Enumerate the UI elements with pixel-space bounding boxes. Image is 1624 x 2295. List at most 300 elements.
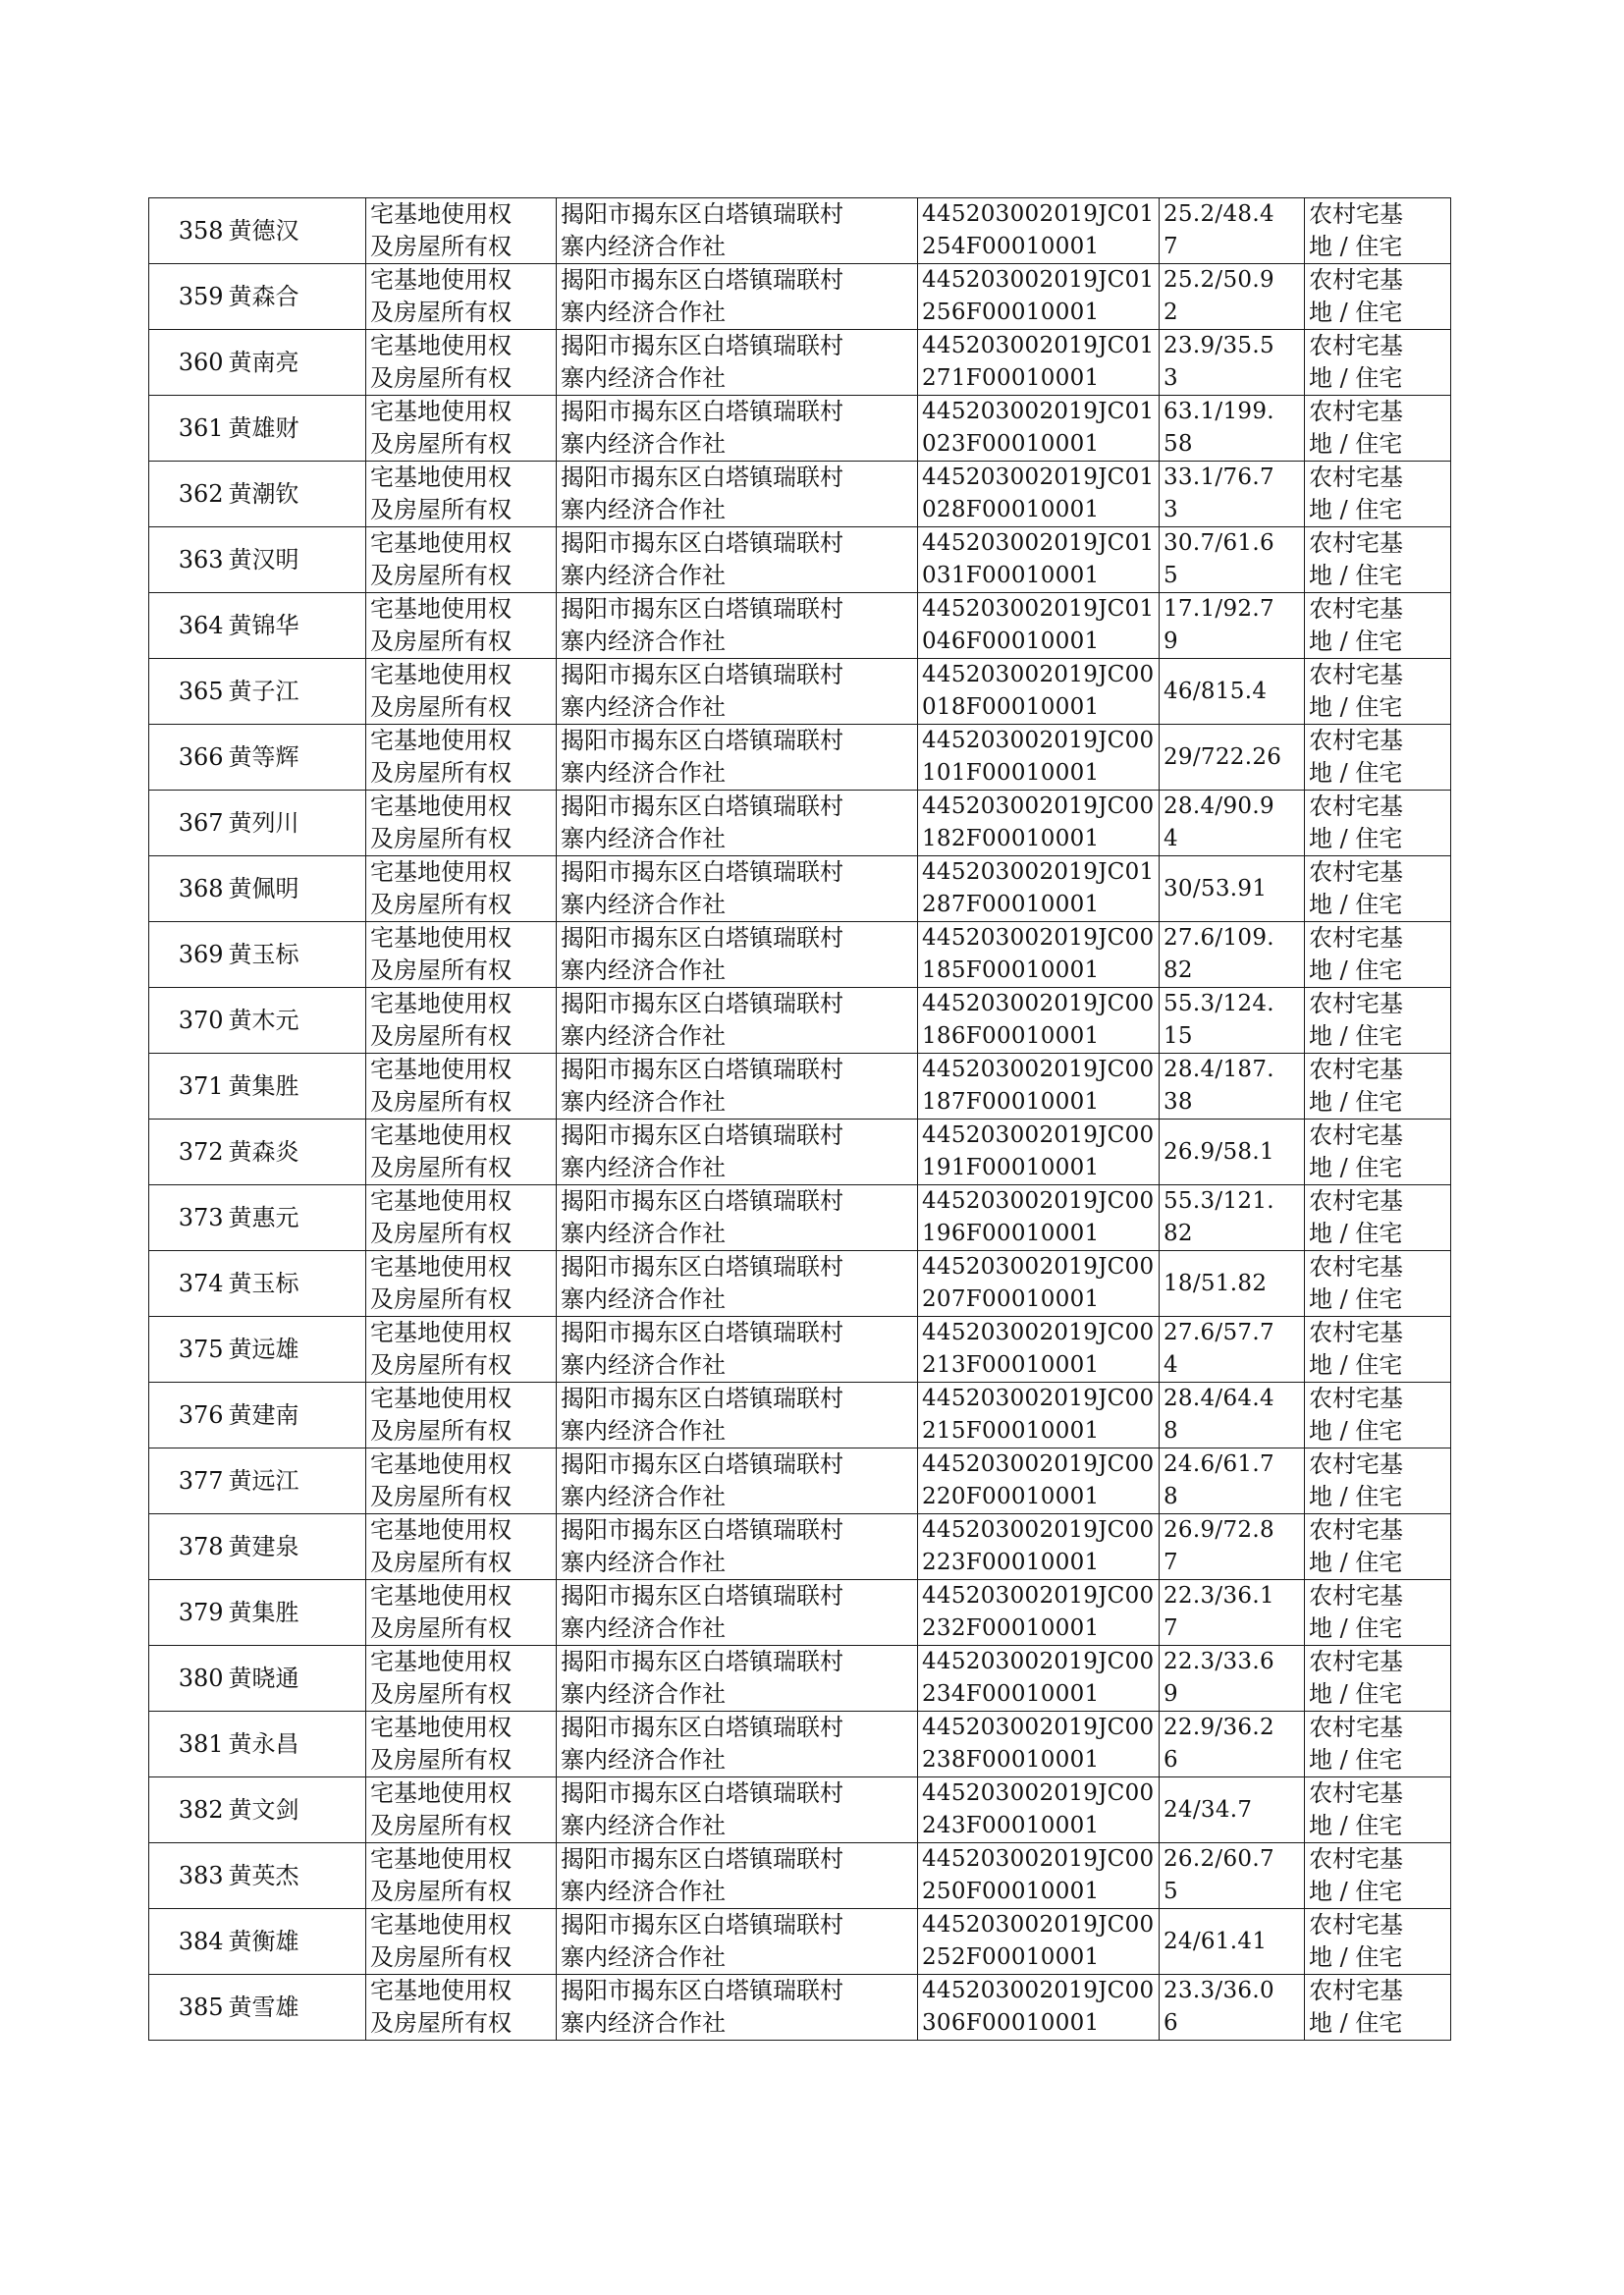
cell-holder-name: 黄英杰 <box>227 1843 366 1909</box>
cell-holder-name: 黄建泉 <box>227 1514 366 1580</box>
cell-land-use <box>1305 988 1451 1054</box>
cell-land-owner <box>557 1383 918 1448</box>
cell-holder-name: 黄森炎 <box>227 1120 366 1185</box>
cell-sequence-number: 381 <box>149 1712 227 1777</box>
cell-area-line: 18/51.82 <box>1164 1270 1268 1296</box>
cell-unit-code-line: 445203002019JC00 <box>922 728 1155 753</box>
cell-right-type-line: 宅基地使用权 <box>370 727 512 754</box>
cell-unit-code-line: 023F00010001 <box>922 431 1100 457</box>
cell-area-line: 9 <box>1164 1681 1178 1707</box>
cell-unit-code-line: 018F00010001 <box>922 694 1100 720</box>
cell-land-use-line: 农村宅基 <box>1309 266 1403 294</box>
cell-land-owner <box>557 593 918 659</box>
cell-unit-code <box>918 1514 1160 1580</box>
cell-unit-code-line: 046F00010001 <box>922 628 1100 654</box>
cell-land-use <box>1305 856 1451 922</box>
cell-holder-name: 黄集胜 <box>227 1580 366 1646</box>
cell-area-line: 6 <box>1164 1747 1178 1773</box>
cell-land-use-line: 农村宅基 <box>1309 200 1403 228</box>
cell-area <box>1160 264 1305 330</box>
cell-land-use <box>1305 1317 1451 1383</box>
cell-land-use-line: 地 / 住宅 <box>1309 1022 1403 1050</box>
cell-area <box>1160 725 1305 791</box>
cell-sequence-number: 358 <box>149 198 227 264</box>
cell-holder-name: 黄汉明 <box>227 527 366 593</box>
cell-right-type <box>366 1712 557 1777</box>
cell-holder-name: 黄佩明 <box>227 856 366 922</box>
cell-unit-code <box>918 1909 1160 1975</box>
cell-right-type-line: 及房屋所有权 <box>370 1746 512 1774</box>
cell-area-line: 22.3/36.1 <box>1164 1583 1274 1609</box>
cell-land-owner <box>557 791 918 856</box>
cell-land-use-line: 农村宅基 <box>1309 595 1403 623</box>
cell-holder-name: 黄锦华 <box>227 593 366 659</box>
cell-area-line: 46/815.4 <box>1164 678 1268 704</box>
cell-land-use-line: 农村宅基 <box>1309 727 1403 754</box>
cell-unit-code-line: 445203002019JC01 <box>922 596 1155 622</box>
cell-land-owner-line: 揭阳市揭东区白塔镇瑞联村 <box>561 661 843 688</box>
cell-unit-code-line: 191F00010001 <box>922 1155 1100 1180</box>
cell-unit-code <box>918 1448 1160 1514</box>
cell-right-type-line: 宅基地使用权 <box>370 1582 512 1610</box>
cell-unit-code <box>918 1185 1160 1251</box>
cell-land-owner <box>557 396 918 462</box>
cell-right-type-line: 宅基地使用权 <box>370 464 512 491</box>
cell-land-use-line: 农村宅基 <box>1309 1121 1403 1149</box>
cell-unit-code <box>918 593 1160 659</box>
cell-area <box>1160 791 1305 856</box>
cell-area <box>1160 1580 1305 1646</box>
cell-right-type-line: 及房屋所有权 <box>370 1483 512 1510</box>
cell-right-type-line: 及房屋所有权 <box>370 299 512 326</box>
cell-sequence-number: 380 <box>149 1646 227 1712</box>
cell-unit-code-line: 445203002019JC00 <box>922 1846 1155 1872</box>
cell-right-type-line: 及房屋所有权 <box>370 1614 512 1642</box>
cell-right-type-line: 宅基地使用权 <box>370 1121 512 1149</box>
cell-area-line: 58 <box>1164 431 1193 457</box>
cell-land-use-line: 农村宅基 <box>1309 1714 1403 1741</box>
cell-area-line: 28.4/90.9 <box>1164 793 1274 819</box>
cell-area-line: 4 <box>1164 826 1178 851</box>
cell-right-type-line: 宅基地使用权 <box>370 1779 512 1807</box>
cell-land-use-line: 农村宅基 <box>1309 1450 1403 1478</box>
table-row <box>149 1843 1451 1909</box>
cell-holder-name: 黄潮钦 <box>227 462 366 527</box>
cell-holder-name: 黄等辉 <box>227 725 366 791</box>
cell-land-use-line: 农村宅基 <box>1309 1648 1403 1675</box>
cell-unit-code <box>918 791 1160 856</box>
cell-land-use <box>1305 725 1451 791</box>
cell-land-use-line: 农村宅基 <box>1309 1582 1403 1610</box>
cell-land-use-line: 地 / 住宅 <box>1309 825 1403 852</box>
cell-land-use-line: 农村宅基 <box>1309 1845 1403 1873</box>
cell-land-owner <box>557 1185 918 1251</box>
cell-area-line: 3 <box>1164 497 1178 522</box>
cell-area-line: 8 <box>1164 1484 1178 1509</box>
table-row <box>149 856 1451 922</box>
cell-land-use-line: 地 / 住宅 <box>1309 693 1403 721</box>
cell-unit-code-line: 271F00010001 <box>922 365 1100 391</box>
cell-land-use-line: 地 / 住宅 <box>1309 496 1403 523</box>
cell-right-type <box>366 1975 557 2041</box>
cell-area-line: 4 <box>1164 1352 1178 1378</box>
cell-holder-name: 黄玉标 <box>227 1251 366 1317</box>
cell-land-owner-line: 揭阳市揭东区白塔镇瑞联村 <box>561 1450 843 1478</box>
cell-land-use <box>1305 330 1451 396</box>
cell-right-type-line: 宅基地使用权 <box>370 1319 512 1346</box>
cell-area <box>1160 198 1305 264</box>
cell-land-owner-line: 寨内经济合作社 <box>561 496 726 523</box>
cell-land-owner-line: 揭阳市揭东区白塔镇瑞联村 <box>561 464 843 491</box>
cell-unit-code-line: 182F00010001 <box>922 826 1100 851</box>
cell-right-type-line: 宅基地使用权 <box>370 266 512 294</box>
cell-unit-code-line: 445203002019JC01 <box>922 859 1155 885</box>
cell-area-line: 28.4/64.4 <box>1164 1386 1274 1411</box>
cell-unit-code-line: 445203002019JC00 <box>922 1451 1155 1477</box>
cell-land-use-line: 农村宅基 <box>1309 529 1403 557</box>
cell-sequence-number: 373 <box>149 1185 227 1251</box>
cell-land-use-line: 地 / 住宅 <box>1309 1351 1403 1379</box>
cell-unit-code <box>918 1777 1160 1843</box>
cell-land-owner-line: 寨内经济合作社 <box>561 1285 726 1313</box>
cell-land-owner <box>557 1777 918 1843</box>
cell-area <box>1160 1646 1305 1712</box>
cell-land-owner-line: 寨内经济合作社 <box>561 956 726 984</box>
cell-unit-code-line: 223F00010001 <box>922 1550 1100 1575</box>
table-row <box>149 922 1451 988</box>
cell-land-owner-line: 揭阳市揭东区白塔镇瑞联村 <box>561 1911 843 1939</box>
cell-land-use-line: 农村宅基 <box>1309 464 1403 491</box>
cell-land-owner-line: 寨内经济合作社 <box>561 1878 726 1905</box>
cell-area <box>1160 1448 1305 1514</box>
table-row <box>149 1317 1451 1383</box>
cell-right-type <box>366 1514 557 1580</box>
cell-right-type-line: 宅基地使用权 <box>370 1845 512 1873</box>
cell-land-use-line: 地 / 住宅 <box>1309 1154 1403 1181</box>
cell-area-line: 30.7/61.6 <box>1164 530 1274 556</box>
cell-unit-code-line: 445203002019JC00 <box>922 1320 1155 1345</box>
cell-area-line: 25.2/48.4 <box>1164 201 1274 227</box>
cell-land-use-line: 地 / 住宅 <box>1309 1483 1403 1510</box>
cell-unit-code-line: 445203002019JC00 <box>922 1057 1155 1082</box>
cell-area-line: 55.3/121. <box>1164 1188 1274 1214</box>
cell-right-type-line: 宅基地使用权 <box>370 595 512 623</box>
cell-area <box>1160 1843 1305 1909</box>
cell-area-line: 38 <box>1164 1089 1193 1115</box>
cell-land-use <box>1305 527 1451 593</box>
cell-land-use-line: 农村宅基 <box>1309 398 1403 425</box>
cell-land-owner-line: 揭阳市揭东区白塔镇瑞联村 <box>561 398 843 425</box>
cell-right-type-line: 及房屋所有权 <box>370 1680 512 1708</box>
cell-unit-code-line: 445203002019JC00 <box>922 1649 1155 1674</box>
cell-area-line: 5 <box>1164 563 1178 588</box>
table-row <box>149 1975 1451 2041</box>
cell-sequence-number: 378 <box>149 1514 227 1580</box>
cell-area-line: 9 <box>1164 628 1178 654</box>
cell-area-line: 24.6/61.7 <box>1164 1451 1274 1477</box>
cell-land-use <box>1305 1580 1451 1646</box>
cell-land-use <box>1305 1712 1451 1777</box>
cell-land-owner-line: 揭阳市揭东区白塔镇瑞联村 <box>561 1187 843 1215</box>
cell-unit-code-line: 445203002019JC00 <box>922 1122 1155 1148</box>
cell-unit-code-line: 220F00010001 <box>922 1484 1100 1509</box>
cell-right-type <box>366 988 557 1054</box>
cell-area-line: 82 <box>1164 1221 1193 1246</box>
cell-area <box>1160 330 1305 396</box>
cell-holder-name: 黄晓通 <box>227 1646 366 1712</box>
cell-right-type-line: 及房屋所有权 <box>370 562 512 589</box>
cell-land-owner-line: 寨内经济合作社 <box>561 1812 726 1839</box>
cell-land-use-line: 地 / 住宅 <box>1309 1878 1403 1905</box>
cell-land-owner-line: 揭阳市揭东区白塔镇瑞联村 <box>561 1516 843 1544</box>
cell-right-type-line: 宅基地使用权 <box>370 1714 512 1741</box>
cell-unit-code-line: 445203002019JC00 <box>922 1188 1155 1214</box>
cell-right-type-line: 及房屋所有权 <box>370 496 512 523</box>
table-row <box>149 659 1451 725</box>
cell-unit-code-line: 207F00010001 <box>922 1286 1100 1312</box>
cell-unit-code <box>918 1251 1160 1317</box>
cell-right-type <box>366 1054 557 1120</box>
cell-land-owner <box>557 527 918 593</box>
cell-unit-code-line: 250F00010001 <box>922 1879 1100 1904</box>
table-row <box>149 330 1451 396</box>
cell-holder-name: 黄雪雄 <box>227 1975 366 2041</box>
cell-unit-code <box>918 527 1160 593</box>
cell-land-owner-line: 寨内经济合作社 <box>561 1943 726 1971</box>
cell-unit-code-line: 445203002019JC00 <box>922 925 1155 951</box>
cell-right-type-line: 及房屋所有权 <box>370 2009 512 2037</box>
cell-right-type-line: 及房屋所有权 <box>370 1943 512 1971</box>
cell-right-type <box>366 922 557 988</box>
cell-sequence-number: 367 <box>149 791 227 856</box>
cell-right-type-line: 及房屋所有权 <box>370 1154 512 1181</box>
cell-land-owner <box>557 1448 918 1514</box>
cell-sequence-number: 374 <box>149 1251 227 1317</box>
cell-sequence-number: 371 <box>149 1054 227 1120</box>
cell-area <box>1160 1120 1305 1185</box>
cell-right-type-line: 宅基地使用权 <box>370 990 512 1017</box>
cell-area-line: 55.3/124. <box>1164 991 1274 1016</box>
cell-land-owner-line: 寨内经济合作社 <box>561 1154 726 1181</box>
cell-unit-code-line: 256F00010001 <box>922 300 1100 325</box>
table-row <box>149 264 1451 330</box>
cell-unit-code-line: 028F00010001 <box>922 497 1100 522</box>
cell-land-use-line: 农村宅基 <box>1309 332 1403 359</box>
cell-area-line: 7 <box>1164 234 1178 259</box>
cell-right-type-line: 宅基地使用权 <box>370 661 512 688</box>
table-row <box>149 725 1451 791</box>
cell-land-use <box>1305 1646 1451 1712</box>
cell-land-use <box>1305 1514 1451 1580</box>
cell-area <box>1160 1251 1305 1317</box>
cell-right-type-line: 及房屋所有权 <box>370 1417 512 1445</box>
cell-land-owner <box>557 1580 918 1646</box>
cell-sequence-number: 359 <box>149 264 227 330</box>
cell-land-owner-line: 寨内经济合作社 <box>561 1088 726 1116</box>
cell-land-use-line: 农村宅基 <box>1309 1977 1403 2004</box>
cell-sequence-number: 383 <box>149 1843 227 1909</box>
cell-area-line: 27.6/109. <box>1164 925 1274 951</box>
cell-sequence-number: 376 <box>149 1383 227 1448</box>
cell-holder-name: 黄列川 <box>227 791 366 856</box>
cell-land-use <box>1305 1909 1451 1975</box>
cell-area-line: 5 <box>1164 1879 1178 1904</box>
cell-unit-code-line: 445203002019JC01 <box>922 399 1155 424</box>
cell-land-owner <box>557 659 918 725</box>
cell-area-line: 7 <box>1164 1550 1178 1575</box>
cell-land-use-line: 农村宅基 <box>1309 1187 1403 1215</box>
cell-right-type-line: 宅基地使用权 <box>370 858 512 886</box>
cell-unit-code-line: 234F00010001 <box>922 1681 1100 1707</box>
cell-area-line: 26.9/72.8 <box>1164 1517 1274 1543</box>
cell-land-owner-line: 寨内经济合作社 <box>561 1746 726 1774</box>
cell-right-type-line: 宅基地使用权 <box>370 924 512 952</box>
cell-holder-name: 黄惠元 <box>227 1185 366 1251</box>
cell-right-type-line: 及房屋所有权 <box>370 1022 512 1050</box>
cell-area <box>1160 659 1305 725</box>
cell-land-owner <box>557 462 918 527</box>
table-row <box>149 1909 1451 1975</box>
cell-holder-name: 黄森合 <box>227 264 366 330</box>
cell-land-use-line: 农村宅基 <box>1309 1779 1403 1807</box>
cell-holder-name: 黄建南 <box>227 1383 366 1448</box>
cell-area-line: 3 <box>1164 365 1178 391</box>
cell-right-type <box>366 1317 557 1383</box>
cell-area-line: 82 <box>1164 957 1193 983</box>
cell-sequence-number: 382 <box>149 1777 227 1843</box>
cell-unit-code-line: 185F00010001 <box>922 957 1100 983</box>
cell-right-type <box>366 593 557 659</box>
cell-right-type-line: 及房屋所有权 <box>370 759 512 787</box>
table-row <box>149 396 1451 462</box>
cell-right-type-line: 及房屋所有权 <box>370 891 512 918</box>
cell-unit-code <box>918 1120 1160 1185</box>
cell-holder-name: 黄雄财 <box>227 396 366 462</box>
cell-sequence-number: 365 <box>149 659 227 725</box>
cell-unit-code-line: 445203002019JC00 <box>922 1780 1155 1806</box>
cell-right-type <box>366 527 557 593</box>
cell-land-owner-line: 揭阳市揭东区白塔镇瑞联村 <box>561 1253 843 1281</box>
cell-land-use-line: 地 / 住宅 <box>1309 233 1403 260</box>
cell-land-owner-line: 寨内经济合作社 <box>561 1483 726 1510</box>
cell-area <box>1160 593 1305 659</box>
cell-land-owner-line: 寨内经济合作社 <box>561 1220 726 1247</box>
cell-sequence-number: 372 <box>149 1120 227 1185</box>
cell-land-owner <box>557 198 918 264</box>
cell-sequence-number: 377 <box>149 1448 227 1514</box>
cell-area <box>1160 462 1305 527</box>
cell-land-use-line: 地 / 住宅 <box>1309 956 1403 984</box>
table-row <box>149 1514 1451 1580</box>
cell-right-type <box>366 1580 557 1646</box>
cell-unit-code <box>918 1843 1160 1909</box>
cell-unit-code-line: 445203002019JC00 <box>922 662 1155 687</box>
cell-unit-code <box>918 1975 1160 2041</box>
cell-sequence-number: 360 <box>149 330 227 396</box>
cell-holder-name: 黄远江 <box>227 1448 366 1514</box>
cell-sequence-number: 384 <box>149 1909 227 1975</box>
cell-right-type-line: 宅基地使用权 <box>370 1253 512 1281</box>
cell-area-line: 7 <box>1164 1615 1178 1641</box>
cell-land-owner <box>557 1514 918 1580</box>
cell-land-use <box>1305 1054 1451 1120</box>
cell-area-line: 22.3/33.6 <box>1164 1649 1274 1674</box>
cell-holder-name: 黄德汉 <box>227 198 366 264</box>
cell-land-owner <box>557 725 918 791</box>
cell-land-use <box>1305 462 1451 527</box>
cell-area <box>1160 1975 1305 2041</box>
table-row <box>149 1646 1451 1712</box>
cell-land-use-line: 地 / 住宅 <box>1309 430 1403 458</box>
cell-holder-name: 黄衡雄 <box>227 1909 366 1975</box>
cell-unit-code <box>918 922 1160 988</box>
cell-land-use-line: 地 / 住宅 <box>1309 1549 1403 1576</box>
cell-area <box>1160 1909 1305 1975</box>
cell-holder-name: 黄子江 <box>227 659 366 725</box>
cell-unit-code-line: 287F00010001 <box>922 892 1100 917</box>
cell-unit-code <box>918 330 1160 396</box>
cell-land-owner <box>557 330 918 396</box>
cell-area-line: 6 <box>1164 2010 1178 2036</box>
cell-area <box>1160 1777 1305 1843</box>
cell-unit-code-line: 445203002019JC00 <box>922 793 1155 819</box>
cell-right-type-line: 及房屋所有权 <box>370 1549 512 1576</box>
cell-unit-code <box>918 264 1160 330</box>
cell-land-use <box>1305 593 1451 659</box>
cell-holder-name: 黄集胜 <box>227 1054 366 1120</box>
cell-right-type <box>366 1448 557 1514</box>
cell-area-line: 28.4/187. <box>1164 1057 1274 1082</box>
cell-area-line: 25.2/50.9 <box>1164 267 1274 293</box>
cell-land-owner-line: 揭阳市揭东区白塔镇瑞联村 <box>561 792 843 820</box>
cell-area-line: 23.3/36.0 <box>1164 1978 1274 2003</box>
cell-land-use-line: 地 / 住宅 <box>1309 2009 1403 2037</box>
cell-right-type-line: 宅基地使用权 <box>370 529 512 557</box>
cell-unit-code-line: 445203002019JC00 <box>922 1583 1155 1609</box>
cell-right-type-line: 宅基地使用权 <box>370 1516 512 1544</box>
cell-unit-code-line: 186F00010001 <box>922 1023 1100 1049</box>
table-row <box>149 1383 1451 1448</box>
cell-unit-code-line: 445203002019JC00 <box>922 1912 1155 1938</box>
cell-area-line: 26.2/60.7 <box>1164 1846 1274 1872</box>
cell-right-type <box>366 659 557 725</box>
table-row <box>149 1777 1451 1843</box>
cell-unit-code-line: 445203002019JC00 <box>922 1517 1155 1543</box>
cell-area <box>1160 1054 1305 1120</box>
cell-area <box>1160 527 1305 593</box>
cell-sequence-number: 364 <box>149 593 227 659</box>
cell-right-type <box>366 1120 557 1185</box>
cell-land-use-line: 农村宅基 <box>1309 792 1403 820</box>
cell-land-use-line: 地 / 住宅 <box>1309 759 1403 787</box>
cell-sequence-number: 375 <box>149 1317 227 1383</box>
cell-area-line: 15 <box>1164 1023 1193 1049</box>
cell-land-use-line: 地 / 住宅 <box>1309 1943 1403 1971</box>
cell-sequence-number: 361 <box>149 396 227 462</box>
cell-right-type <box>366 1185 557 1251</box>
cell-land-use <box>1305 791 1451 856</box>
cell-land-owner <box>557 1120 918 1185</box>
cell-land-use-line: 农村宅基 <box>1309 1911 1403 1939</box>
cell-land-use <box>1305 1777 1451 1843</box>
cell-unit-code <box>918 1646 1160 1712</box>
cell-land-owner-line: 寨内经济合作社 <box>561 1680 726 1708</box>
cell-right-type-line: 宅基地使用权 <box>370 1385 512 1412</box>
cell-unit-code-line: 252F00010001 <box>922 1944 1100 1970</box>
cell-area-line: 23.9/35.5 <box>1164 333 1274 358</box>
cell-sequence-number: 370 <box>149 988 227 1054</box>
cell-land-owner-line: 揭阳市揭东区白塔镇瑞联村 <box>561 1385 843 1412</box>
